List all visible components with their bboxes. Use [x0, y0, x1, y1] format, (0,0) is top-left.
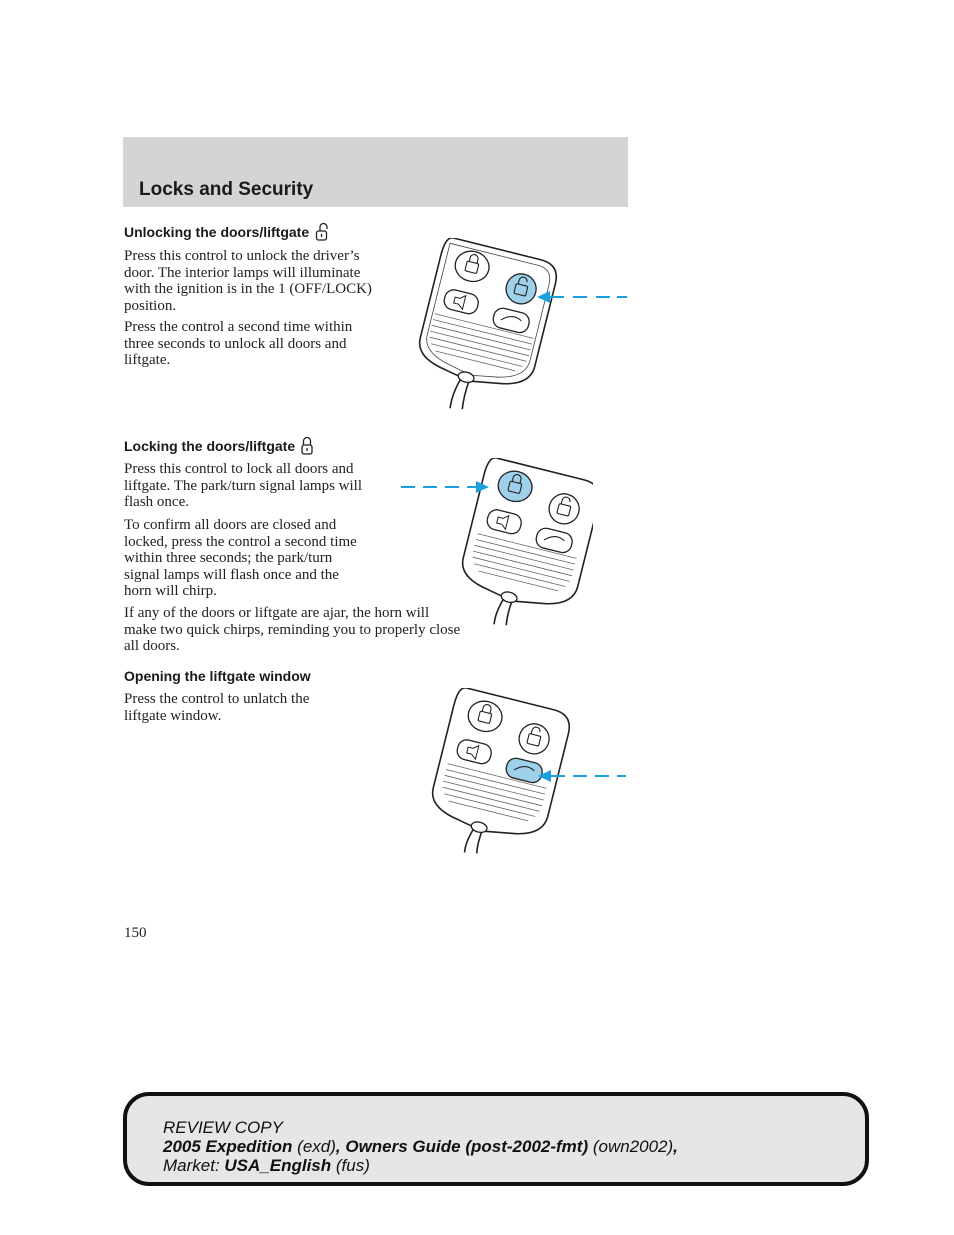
liftgate-section-title-text: Opening the liftgate window — [124, 668, 311, 684]
footer-text — [163, 1118, 678, 1175]
liftgate-section-title — [124, 668, 311, 684]
footer-market: USA_English — [224, 1156, 332, 1175]
liftgate-paragraph-1: Press the control to unlatch the liftgate window. — [124, 691, 310, 724]
lock-section-title — [124, 436, 313, 456]
footer-line-2 — [163, 1137, 678, 1156]
unlock-icon — [315, 222, 329, 242]
footer-market-code: (fus) — [331, 1156, 370, 1175]
lock-paragraph-3: If any of the doors or liftgate are ajar, the horn will make two quick chirps, reminding you to properly close all doors. — [124, 605, 461, 654]
key-fob-liftgate-illustration — [418, 688, 630, 860]
footer-comma: , — [673, 1137, 678, 1156]
footer-line-1: REVIEW COPY — [163, 1118, 283, 1137]
key-fob-lock-illustration — [398, 458, 593, 633]
review-copy-footer — [123, 1092, 869, 1186]
unlock-paragraph-1: Press this control to unlock the driver’s door. The interior lamps will illuminate with the ignition is in the 1 (OFF/LOCK) position. — [124, 248, 372, 314]
key-fob-unlock-illustration — [405, 238, 630, 418]
lock-section-title-text: Locking the doors/liftgate — [124, 438, 296, 454]
lock-icon — [301, 436, 313, 456]
unlock-section-title-text: Unlocking the doors/liftgate — [124, 224, 310, 240]
section-header-title: Locks and Security — [139, 179, 314, 200]
footer-line-3 — [163, 1156, 678, 1175]
unlock-section-title — [124, 222, 329, 242]
footer-vehicle-code: (exd) — [292, 1137, 336, 1156]
page-number: 150 — [124, 925, 147, 941]
footer-guide-code: (own2002) — [588, 1137, 674, 1156]
footer-market-label: Market: — [163, 1156, 225, 1175]
lock-paragraph-1: Press this control to lock all doors and liftgate. The park/turn signal lamps will flash once. — [124, 461, 363, 510]
lock-paragraph-2: To confirm all doors are closed and locked, press the control a second time within three seconds; the park/turn signal lamps will flash once and the horn will chirp. — [124, 517, 357, 599]
footer-guide: , Owners Guide (post-2002-fmt) — [335, 1137, 589, 1156]
footer-vehicle: 2005 Expedition — [163, 1137, 293, 1156]
unlock-paragraph-2: Press the control a second time within three seconds to unlock all doors and liftgate. — [124, 319, 353, 368]
section-header-band — [123, 137, 628, 207]
